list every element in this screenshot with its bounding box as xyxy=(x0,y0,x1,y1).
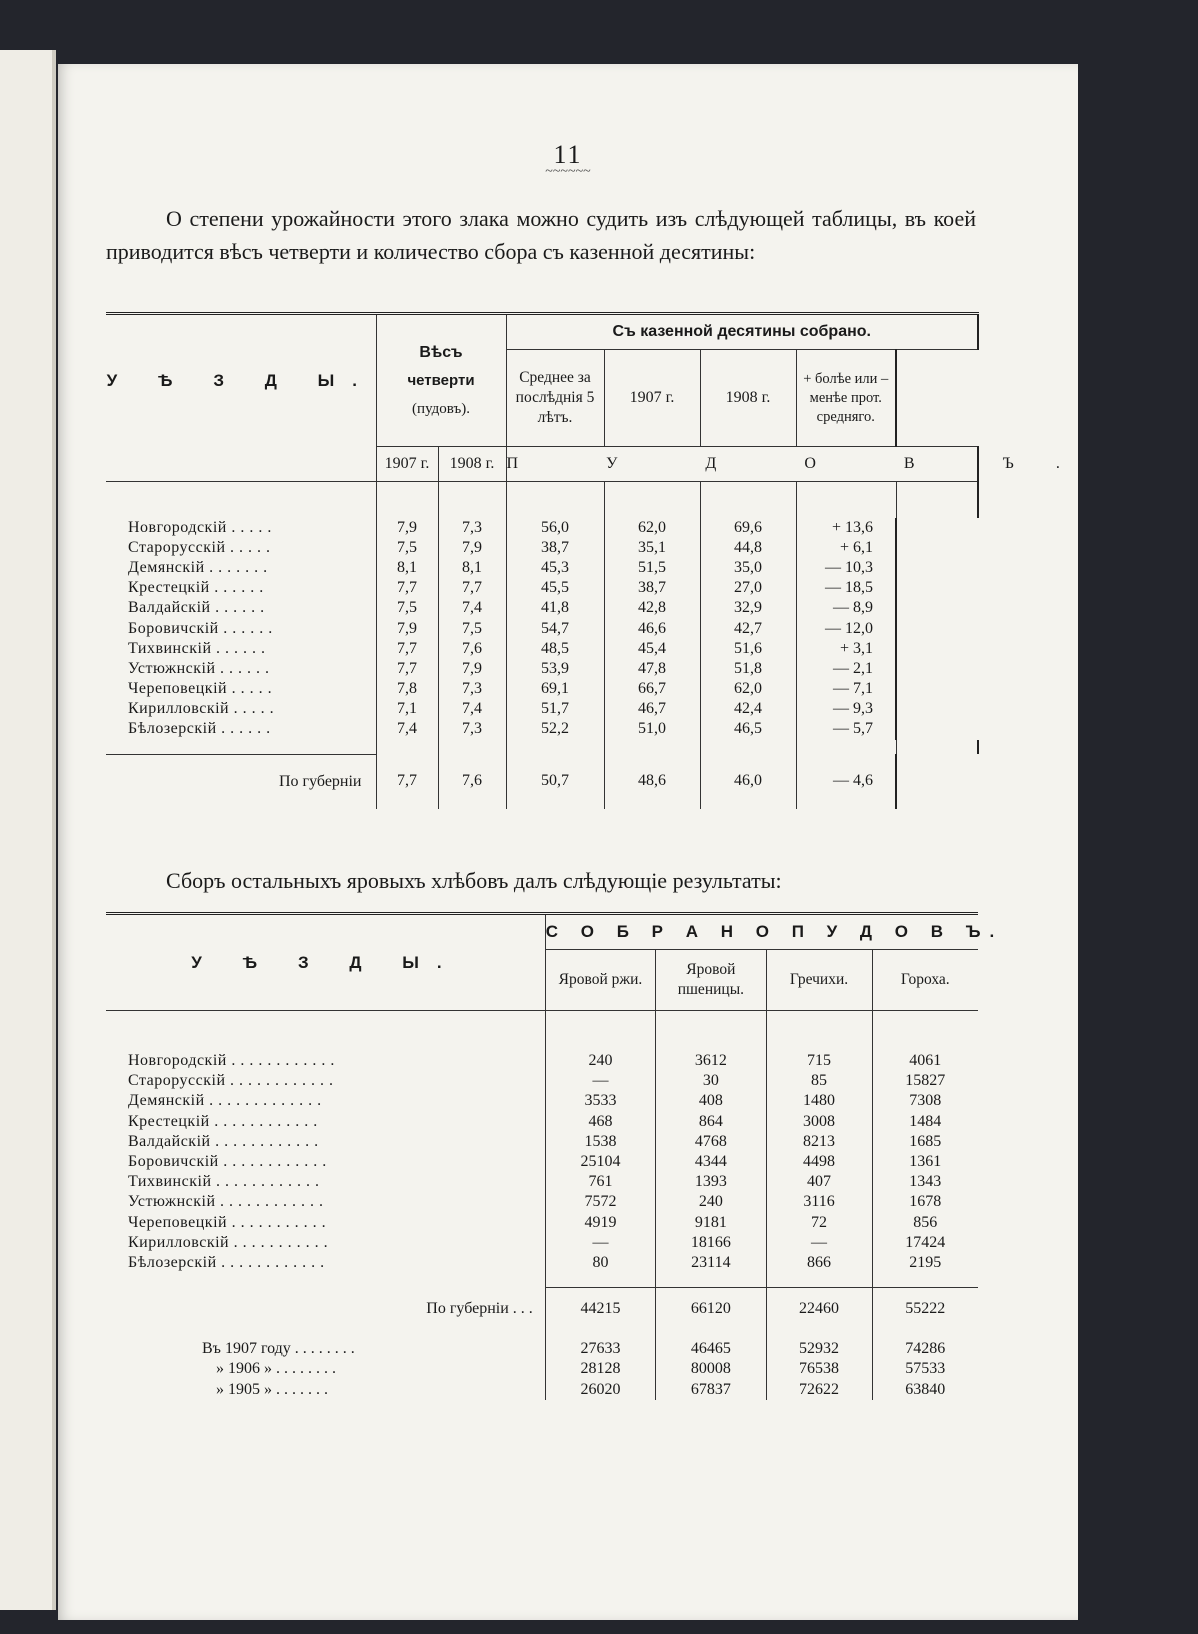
peas-value: 2195 xyxy=(909,1253,942,1271)
yield-1908: 62,0 xyxy=(700,679,796,699)
buckwheat-value: 1480 xyxy=(766,1091,872,1111)
table-row xyxy=(106,639,978,659)
buckwheat-value: 85 xyxy=(766,1071,872,1091)
district-name: Бѣлозерскій . . . . . . . . . . . . xyxy=(106,1253,545,1273)
weight-1908: 7,3 xyxy=(438,719,506,739)
weight-1907: 7,1 xyxy=(376,699,438,719)
district-name: Устюжнскій . . . . . . . . . . . . xyxy=(106,1192,545,1212)
prior-year-row xyxy=(106,1359,978,1379)
intro-paragraph xyxy=(106,202,976,268)
table-row xyxy=(106,1253,978,1273)
yield-avg: 69,1 xyxy=(506,679,604,699)
prior-buckwheat: 76538 xyxy=(766,1359,872,1379)
yield-avg: 56,0 xyxy=(506,518,604,538)
prior-buckwheat: 52932 xyxy=(766,1339,872,1359)
total-weight-1907: 7,7 xyxy=(376,754,438,809)
district-name: Новгородскій . . . . . xyxy=(106,518,376,538)
weight-1908: 7,6 xyxy=(438,639,506,659)
yield-1908: 51,8 xyxy=(700,659,796,679)
yield-avg: 48,5 xyxy=(506,639,604,659)
peas-value: 1678 xyxy=(909,1193,942,1211)
peas-value: 15827 xyxy=(905,1072,946,1090)
district-name: Старорусскій . . . . . xyxy=(106,538,376,558)
rye-value: 7572 xyxy=(545,1192,655,1212)
wheat-value: 1393 xyxy=(656,1172,766,1192)
total-yield-1908: 46,0 xyxy=(700,754,796,809)
yield-avg: 53,9 xyxy=(506,659,604,679)
yield-diff: — 5,7 xyxy=(796,719,896,739)
total-buckwheat: 22460 xyxy=(766,1287,872,1331)
weight-1908: 7,4 xyxy=(438,598,506,618)
district-name: Кирилловскій . . . . . xyxy=(106,699,376,719)
yield-1908: 42,7 xyxy=(700,618,796,638)
yield-1907: 66,7 xyxy=(604,679,700,699)
prior-wheat: 46465 xyxy=(656,1339,766,1359)
yield-1907: 45,4 xyxy=(604,639,700,659)
table-row xyxy=(106,1112,978,1132)
rye-yield-table xyxy=(106,312,1102,809)
yield-1908: 32,9 xyxy=(700,598,796,618)
weight-1907: 7,9 xyxy=(376,518,438,538)
district-name: Череповецкій . . . . . . . . . . . xyxy=(106,1213,545,1233)
table-row xyxy=(106,1192,978,1212)
wheat-value: 408 xyxy=(656,1091,766,1111)
prior-peas: 63840 xyxy=(905,1380,946,1398)
district-name: Крестецкій . . . . . . . . . . . . xyxy=(106,1112,545,1132)
yield-diff: — 10,3 xyxy=(796,558,896,578)
weight-1907: 7,9 xyxy=(376,618,438,638)
yield-avg: 51,7 xyxy=(506,699,604,719)
col-diff-header: + болѣе или – менѣе прот. средняго. xyxy=(796,350,896,447)
yield-avg: 54,7 xyxy=(506,618,604,638)
rye-value: 1538 xyxy=(545,1132,655,1152)
yield-1908: 44,8 xyxy=(700,538,796,558)
peas-value: 4061 xyxy=(909,1052,942,1070)
yield-diff: — 7,1 xyxy=(796,679,896,699)
peas-value: 1484 xyxy=(909,1112,942,1130)
yield-1908: 46,5 xyxy=(700,719,796,739)
yield-1908: 51,6 xyxy=(700,639,796,659)
prior-year-row xyxy=(106,1379,978,1399)
rye-value: — xyxy=(545,1233,655,1253)
wheat-value: 240 xyxy=(656,1192,766,1212)
yield-diff: — 9,3 xyxy=(796,699,896,719)
col-1907-header: 1907 г. xyxy=(604,350,700,447)
yield-avg: 45,3 xyxy=(506,558,604,578)
district-name: Тихвинскій . . . . . . xyxy=(106,639,376,659)
prior-rye: 26020 xyxy=(545,1379,655,1399)
district-name: Валдайскій . . . . . . xyxy=(106,598,376,618)
table-row xyxy=(106,1132,978,1152)
district-name: Крестецкій . . . . . . xyxy=(106,578,376,598)
rye-value: 240 xyxy=(545,1051,655,1071)
yield-diff: + 6,1 xyxy=(796,538,896,558)
book-page xyxy=(58,64,1102,1620)
table-row xyxy=(106,1152,978,1172)
yield-1908: 69,6 xyxy=(700,518,796,538)
weight-1907: 8,1 xyxy=(376,558,438,578)
buckwheat-value: — xyxy=(766,1233,872,1253)
col-weight-line1: Вѣсъ xyxy=(419,343,463,361)
col-weight-line3: (пудовъ). xyxy=(412,400,470,417)
yield-1907: 51,0 xyxy=(604,719,700,739)
rye-value: — xyxy=(545,1071,655,1091)
wheat-value: 4768 xyxy=(656,1132,766,1152)
total-weight-1908: 7,6 xyxy=(438,754,506,809)
table-row xyxy=(106,618,978,638)
weight-1907: 7,4 xyxy=(376,719,438,739)
col-buckwheat-header: Гречихи. xyxy=(766,950,872,1011)
prior-buckwheat: 72622 xyxy=(766,1379,872,1399)
col-avg-header: Среднее за послѣднія 5 лѣтъ. xyxy=(506,350,604,447)
table-row xyxy=(106,1233,978,1253)
sub-pudov-header: П У Д О В Ъ. xyxy=(506,447,978,482)
total-yield-diff: — 4,6 xyxy=(796,754,896,809)
yield-avg: 45,5 xyxy=(506,578,604,598)
table-row xyxy=(106,578,978,598)
district-name: Тихвинскій . . . . . . . . . . . . xyxy=(106,1172,545,1192)
col-uezdy-header-2: У Ѣ З Д Ы. xyxy=(106,914,545,1011)
total-yield-avg: 50,7 xyxy=(506,754,604,809)
yield-diff: — 2,1 xyxy=(796,659,896,679)
spring-crops-table xyxy=(106,912,1004,1400)
weight-1908: 7,4 xyxy=(438,699,506,719)
table-row xyxy=(106,1071,978,1091)
prior-year-row xyxy=(106,1339,978,1359)
buckwheat-value: 715 xyxy=(766,1051,872,1071)
rye-value: 25104 xyxy=(545,1152,655,1172)
buckwheat-value: 3116 xyxy=(766,1192,872,1212)
prior-year-label: » 1906 » . . . . . . . . xyxy=(106,1359,545,1379)
yield-1907: 46,6 xyxy=(604,618,700,638)
page-number-ornament: ~~~~~~ xyxy=(545,164,591,179)
total-wheat: 66120 xyxy=(656,1287,766,1331)
peas-value: 7308 xyxy=(909,1092,942,1110)
total-label: По губерніи . . . xyxy=(106,1287,545,1331)
wheat-value: 9181 xyxy=(656,1213,766,1233)
col-peas-header: Гороха. xyxy=(900,971,950,988)
weight-1907: 7,7 xyxy=(376,578,438,598)
district-name: Демянскій . . . . . . . xyxy=(106,558,376,578)
buckwheat-value: 8213 xyxy=(766,1132,872,1152)
weight-1907: 7,7 xyxy=(376,659,438,679)
prior-peas: 74286 xyxy=(905,1340,946,1358)
table-row xyxy=(106,1091,978,1111)
col-weight-header xyxy=(376,314,506,447)
col-rye-header: Яровой ржи. xyxy=(545,950,655,1011)
table-row xyxy=(106,679,978,699)
peas-value: 1685 xyxy=(909,1132,942,1150)
prior-year-label: Въ 1907 году . . . . . . . . xyxy=(106,1339,545,1359)
district-name: Валдайскій . . . . . . . . . . . . xyxy=(106,1132,545,1152)
weight-1908: 8,1 xyxy=(438,558,506,578)
col-1908-header: 1908 г. xyxy=(700,350,796,447)
table-row xyxy=(106,598,978,618)
yield-diff: — 8,9 xyxy=(796,598,896,618)
wheat-value: 30 xyxy=(656,1071,766,1091)
col-wheat-header: Яровой пшеницы. xyxy=(656,950,766,1011)
district-name: Боровичскій . . . . . . . . . . . . xyxy=(106,1152,545,1172)
intro-paragraph-text: О степени урожайности этого злака можно судить изъ слѣдующей таблицы, въ коей приводится вѣсъ четверти и количество сбора съ казенной десятины: xyxy=(106,206,976,264)
prior-year-label: » 1905 » . . . . . . . xyxy=(106,1379,545,1399)
wheat-value: 864 xyxy=(656,1112,766,1132)
yield-diff: — 18,5 xyxy=(796,578,896,598)
weight-1908: 7,3 xyxy=(438,518,506,538)
district-name: Череповецкій . . . . . xyxy=(106,679,376,699)
weight-1907: 7,7 xyxy=(376,639,438,659)
yield-1907: 47,8 xyxy=(604,659,700,679)
yield-diff: + 3,1 xyxy=(796,639,896,659)
prior-wheat: 67837 xyxy=(656,1379,766,1399)
prior-peas: 57533 xyxy=(905,1360,946,1378)
weight-1907: 7,8 xyxy=(376,679,438,699)
table-row xyxy=(106,518,978,538)
rye-value: 4919 xyxy=(545,1213,655,1233)
prior-wheat: 80008 xyxy=(656,1359,766,1379)
buckwheat-value: 407 xyxy=(766,1172,872,1192)
weight-1907: 7,5 xyxy=(376,538,438,558)
weight-1908: 7,9 xyxy=(438,659,506,679)
total-peas: 55222 xyxy=(905,1300,946,1318)
total-row xyxy=(106,1287,978,1331)
peas-value: 17424 xyxy=(905,1233,946,1251)
yield-avg: 41,8 xyxy=(506,598,604,618)
yield-1907: 51,5 xyxy=(604,558,700,578)
table-row xyxy=(106,659,978,679)
buckwheat-value: 3008 xyxy=(766,1112,872,1132)
yield-1907: 38,7 xyxy=(604,578,700,598)
wheat-value: 23114 xyxy=(656,1253,766,1273)
table-row xyxy=(106,719,978,739)
col-group-header: Съ казенной десятины собрано. xyxy=(506,314,978,350)
rye-value: 468 xyxy=(545,1112,655,1132)
buckwheat-value: 4498 xyxy=(766,1152,872,1172)
col-uezdy-header: У Ѣ З Д Ы. xyxy=(106,314,376,447)
table-row xyxy=(106,699,978,719)
wheat-value: 4344 xyxy=(656,1152,766,1172)
wheat-value: 18166 xyxy=(656,1233,766,1253)
rye-value: 80 xyxy=(545,1253,655,1273)
table-row xyxy=(106,558,978,578)
page-number: 11 xyxy=(553,140,583,169)
table-row xyxy=(106,1051,978,1071)
weight-1907: 7,5 xyxy=(376,598,438,618)
weight-1908: 7,3 xyxy=(438,679,506,699)
rye-value: 3533 xyxy=(545,1091,655,1111)
weight-1908: 7,5 xyxy=(438,618,506,638)
peas-value: 1343 xyxy=(909,1173,942,1191)
district-name: Демянскій . . . . . . . . . . . . . xyxy=(106,1091,545,1111)
wheat-value: 3612 xyxy=(656,1051,766,1071)
district-name: Боровичскій . . . . . . xyxy=(106,618,376,638)
yield-diff: + 13,6 xyxy=(796,518,896,538)
left-page-edge xyxy=(0,50,56,1610)
yield-1907: 35,1 xyxy=(604,538,700,558)
total-yield-1907: 48,6 xyxy=(604,754,700,809)
yield-1907: 46,7 xyxy=(604,699,700,719)
table-row xyxy=(106,1213,978,1233)
district-name: Старорусскій . . . . . . . . . . . . xyxy=(106,1071,545,1091)
rye-value: 761 xyxy=(545,1172,655,1192)
table-row xyxy=(106,538,978,558)
table-row xyxy=(106,1172,978,1192)
total-rye: 44215 xyxy=(545,1287,655,1331)
yield-1908: 27,0 xyxy=(700,578,796,598)
yield-avg: 52,2 xyxy=(506,719,604,739)
col-group-header-2: С О Б Р А Н О П У Д О В Ъ. xyxy=(545,914,978,950)
total-label: По губерніи xyxy=(106,754,376,809)
district-name: Устюжнскій . . . . . . xyxy=(106,659,376,679)
second-paragraph: Сборъ остальныхъ яровыхъ хлѣбовъ далъ слѣдующіе результаты: xyxy=(166,868,782,893)
district-name: Кирилловскій . . . . . . . . . . . xyxy=(106,1233,545,1253)
buckwheat-value: 72 xyxy=(766,1213,872,1233)
subheader-blank xyxy=(106,447,376,482)
total-row xyxy=(106,754,978,809)
weight-1908: 7,7 xyxy=(438,578,506,598)
yield-1908: 42,4 xyxy=(700,699,796,719)
buckwheat-value: 866 xyxy=(766,1253,872,1273)
district-name: Новгородскій . . . . . . . . . . . . xyxy=(106,1051,545,1071)
weight-1908: 7,9 xyxy=(438,538,506,558)
prior-rye: 27633 xyxy=(545,1339,655,1359)
col-weight-line2: четверти xyxy=(407,371,475,389)
prior-rye: 28128 xyxy=(545,1359,655,1379)
sub-1908-header: 1908 г. xyxy=(438,447,506,482)
peas-value: 856 xyxy=(913,1213,938,1231)
yield-1907: 62,0 xyxy=(604,518,700,538)
peas-value: 1361 xyxy=(909,1153,942,1171)
sub-1907-header: 1907 г. xyxy=(376,447,438,482)
yield-1907: 42,8 xyxy=(604,598,700,618)
yield-avg: 38,7 xyxy=(506,538,604,558)
district-name: Бѣлозерскій . . . . . . xyxy=(106,719,376,739)
yield-diff: — 12,0 xyxy=(796,618,896,638)
yield-1908: 35,0 xyxy=(700,558,796,578)
